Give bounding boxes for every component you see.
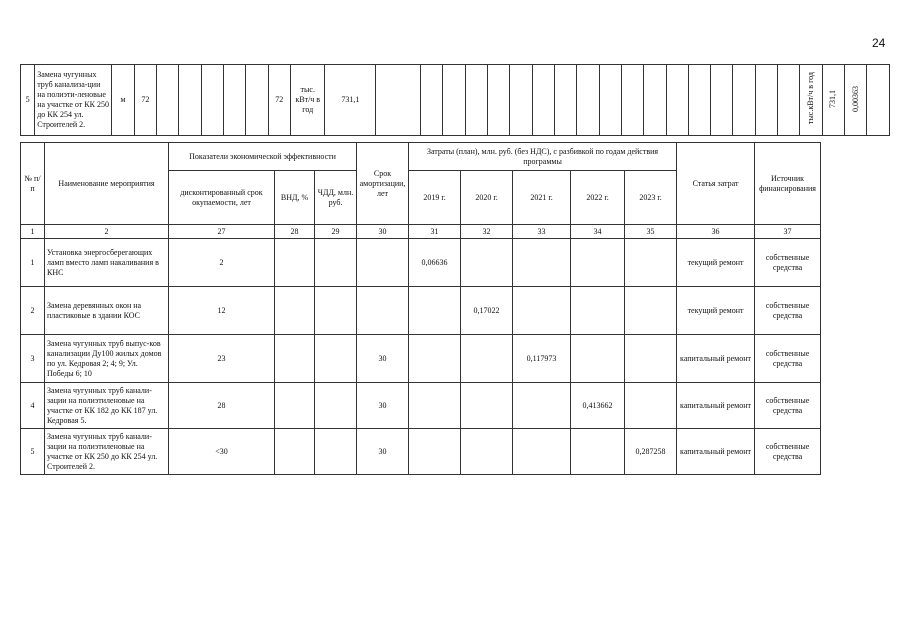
measure-name: Замена чугунных труб канали-зации на полиэтиленовые на участке от КК 182 до КК 187 ул. Кедровая 5. — [45, 383, 169, 429]
empty-cell — [443, 65, 465, 136]
cost-2022 — [571, 429, 625, 475]
col-number: 28 — [275, 225, 315, 239]
article-cell: текущий ремонт — [677, 239, 755, 287]
empty-cell — [487, 65, 509, 136]
payback-cell: <30 — [169, 429, 275, 475]
measure-name: Установка энергосберегающих ламп вместо ламп накаливания в КНС — [45, 239, 169, 287]
article-cell: капитальный ремонт — [677, 383, 755, 429]
empty-cell — [644, 65, 666, 136]
table-row — [21, 287, 821, 335]
payback-cell: 23 — [169, 335, 275, 383]
empty-cell — [465, 65, 487, 136]
cost-2020 — [461, 429, 513, 475]
col-number: 33 — [513, 225, 571, 239]
header-source: Источник финансирования — [755, 143, 821, 225]
header-irr: ВНД, % — [275, 171, 315, 225]
cost-2020 — [461, 239, 513, 287]
empty-cell — [532, 65, 554, 136]
table-row — [21, 239, 821, 287]
cost-2021 — [513, 239, 571, 287]
irr-cell — [275, 383, 315, 429]
empty-cell — [223, 65, 245, 136]
empty-cell — [599, 65, 621, 136]
measure-name: Замена чугунных труб канализа-ции на полиэти-леновые на участке от КК 250 до КК 254 ул. Строителей 2. — [35, 65, 112, 136]
col-number: 31 — [409, 225, 461, 239]
cost-2021 — [513, 429, 571, 475]
npv-cell — [315, 429, 357, 475]
empty-cell — [867, 65, 890, 136]
empty-cell — [711, 65, 733, 136]
header-name: Наименование мероприятия — [45, 143, 169, 225]
npv-cell — [315, 287, 357, 335]
empty-cell — [179, 65, 201, 136]
cost-2023 — [625, 383, 677, 429]
empty-cell — [621, 65, 643, 136]
quantity-cell-2: 72 — [268, 65, 290, 136]
energy-value-cell: 731,1 — [325, 65, 376, 136]
table-row — [21, 429, 821, 475]
npv-cell — [315, 239, 357, 287]
row-number: 5 — [21, 429, 45, 475]
header-efficiency: Показатели экономической эффективности — [169, 143, 357, 171]
empty-cell — [577, 65, 599, 136]
cost-2021 — [513, 383, 571, 429]
cost-2020: 0,17022 — [461, 287, 513, 335]
depreciation-cell — [357, 239, 409, 287]
header-year-2021: 2021 г. — [513, 171, 571, 225]
article-cell: капитальный ремонт — [677, 429, 755, 475]
col-number: 2 — [45, 225, 169, 239]
rotated-unit-text: тыс.кВт/ч в год — [806, 72, 816, 125]
cost-2022 — [571, 239, 625, 287]
cost-2021 — [513, 287, 571, 335]
cost-2019: 0,06636 — [409, 239, 461, 287]
empty-cell — [201, 65, 223, 136]
source-cell: собственные средства — [755, 335, 821, 383]
source-cell: собственные средства — [755, 287, 821, 335]
npv-cell — [315, 383, 357, 429]
depreciation-cell: 30 — [357, 383, 409, 429]
unit-cell: м — [112, 65, 134, 136]
row-number: 5 — [21, 65, 35, 136]
col-number: 30 — [357, 225, 409, 239]
irr-cell — [275, 287, 315, 335]
measure-name: Замена чугунных труб выпус-ков канализации Ду100 жилых домов по ул. Кедровая 2; 4; 9; Ул. Победы 6; 10 — [45, 335, 169, 383]
cost-2020 — [461, 383, 513, 429]
cost-2020 — [461, 335, 513, 383]
payback-cell: 2 — [169, 239, 275, 287]
cost-2022 — [571, 287, 625, 335]
cost-2021: 0,117973 — [513, 335, 571, 383]
empty-cell — [246, 65, 268, 136]
page-number: 24 — [872, 36, 886, 50]
header-year-2023: 2023 г. — [625, 171, 677, 225]
row-number: 4 — [21, 383, 45, 429]
header-num: № п/п — [21, 143, 45, 225]
cost-2023 — [625, 287, 677, 335]
source-cell: собственные средства — [755, 383, 821, 429]
empty-cell — [755, 65, 777, 136]
previous-table-fragment — [20, 64, 890, 136]
cost-2023 — [625, 239, 677, 287]
quantity-cell: 72 — [134, 65, 156, 136]
irr-cell — [275, 429, 315, 475]
col-number: 34 — [571, 225, 625, 239]
depreciation-cell: 30 — [357, 429, 409, 475]
col-number: 29 — [315, 225, 357, 239]
col-number: 27 — [169, 225, 275, 239]
empty-cell — [157, 65, 179, 136]
source-cell: собственные средства — [755, 239, 821, 287]
header-row — [21, 143, 821, 171]
empty-cell — [666, 65, 688, 136]
empty-cell — [778, 65, 800, 136]
header-article: Статья затрат — [677, 143, 755, 225]
row-number: 2 — [21, 287, 45, 335]
col-number: 37 — [755, 225, 821, 239]
payback-cell: 28 — [169, 383, 275, 429]
column-number-row — [21, 225, 821, 239]
empty-cell — [420, 65, 442, 136]
header-costs: Затраты (план), млн. руб. (без НДС), с разбивкой по годам действия программы — [409, 143, 677, 171]
rotated-value-text: 731,1 — [828, 89, 838, 108]
cost-2019 — [409, 335, 461, 383]
col-number: 1 — [21, 225, 45, 239]
header-year-2019: 2019 г. — [409, 171, 461, 225]
row-number: 1 — [21, 239, 45, 287]
header-payback: дисконтированный срок окупаемости, лет — [169, 171, 275, 225]
header-year-2022: 2022 г. — [571, 171, 625, 225]
cost-2019 — [409, 287, 461, 335]
irr-cell — [275, 335, 315, 383]
measure-name: Замена деревянных окон на пластиковые в здании КОС — [45, 287, 169, 335]
source-cell: собственные средства — [755, 429, 821, 475]
depreciation-cell: 30 — [357, 335, 409, 383]
article-cell: текущий ремонт — [677, 287, 755, 335]
rotated-small-cell — [845, 65, 867, 136]
header-depreciation: Срок амортизации, лет — [357, 143, 409, 225]
cost-2019 — [409, 383, 461, 429]
row-number: 3 — [21, 335, 45, 383]
empty-cell — [733, 65, 755, 136]
measure-name: Замена чугунных труб канали-зации на полиэтиленовые на участке от КК 250 до КК 254 ул. Строителей 2. — [45, 429, 169, 475]
rotated-value-cell — [822, 65, 844, 136]
col-number: 36 — [677, 225, 755, 239]
article-cell: капитальный ремонт — [677, 335, 755, 383]
empty-cell — [376, 65, 421, 136]
efficiency-table — [20, 142, 821, 475]
rotated-unit-cell — [800, 65, 822, 136]
energy-unit-cell: тыс. кВт/ч в год — [290, 65, 325, 136]
header-year-2020: 2020 г. — [461, 171, 513, 225]
depreciation-cell — [357, 287, 409, 335]
payback-cell: 12 — [169, 287, 275, 335]
col-number: 35 — [625, 225, 677, 239]
table-row — [21, 65, 890, 136]
table-row — [21, 383, 821, 429]
empty-cell — [554, 65, 576, 136]
table-row — [21, 335, 821, 383]
empty-cell — [688, 65, 710, 136]
cost-2022: 0,413662 — [571, 383, 625, 429]
cost-2023 — [625, 335, 677, 383]
irr-cell — [275, 239, 315, 287]
rotated-small-text: 0,00363 — [850, 85, 860, 112]
npv-cell — [315, 335, 357, 383]
col-number: 32 — [461, 225, 513, 239]
empty-cell — [510, 65, 532, 136]
cost-2022 — [571, 335, 625, 383]
header-npv: ЧДД, млн. руб. — [315, 171, 357, 225]
cost-2023: 0,287258 — [625, 429, 677, 475]
cost-2019 — [409, 429, 461, 475]
